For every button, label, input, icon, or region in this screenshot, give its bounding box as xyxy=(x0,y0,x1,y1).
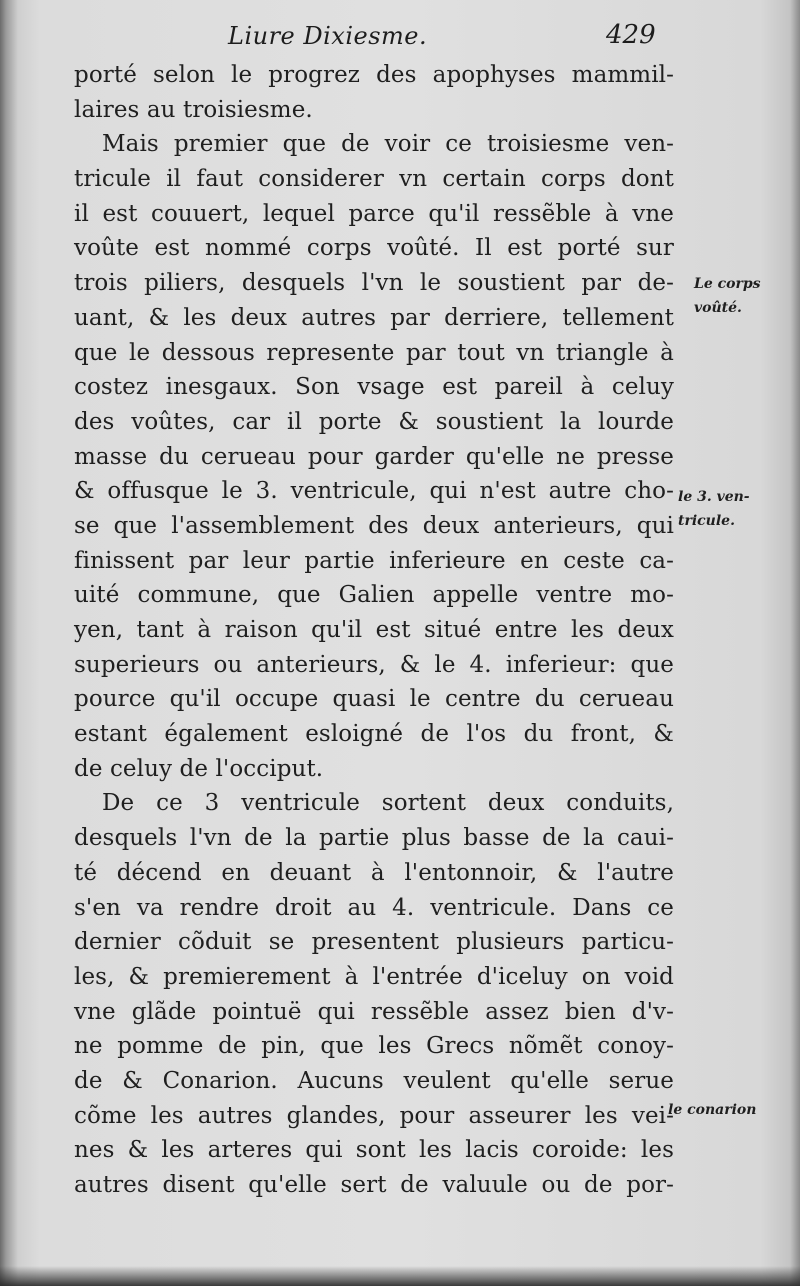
text-line: & offusque le 3. ventricule, qui n'est autre cho- xyxy=(74,478,674,505)
text-line: uité commune, que Galien appelle ventre mo- xyxy=(74,582,674,609)
page-number: 429 xyxy=(606,20,656,50)
text-line: costez inesgaux. Son vsage est pareil à celuy xyxy=(74,374,674,401)
text-line: il est couuert, lequel parce qu'il ressẽble à vne xyxy=(74,200,674,227)
text-line: desquels l'vn de la partie plus basse de la caui- xyxy=(74,825,674,852)
text-line: pource qu'il occupe quasi le centre du cerueau xyxy=(74,686,674,713)
text-line: nes & les arteres qui sont les lacis coroide: les xyxy=(74,1137,674,1164)
text-line: finissent par leur partie inferieure en ceste ca- xyxy=(74,547,674,574)
margin-note-line: tricule. xyxy=(678,513,735,529)
text-line: des voûtes, car il porte & soustient la lourde xyxy=(74,408,674,435)
margin-note-line: voûté. xyxy=(694,300,742,316)
margin-note-conarion xyxy=(668,1098,756,1122)
text-line: masse du cerueau pour garder qu'elle ne presse xyxy=(74,443,674,470)
running-title: Liure Dixiesme. xyxy=(228,22,428,50)
margin-note-line: Le corps xyxy=(694,276,761,292)
text-line: ne pomme de pin, que les Grecs nõmẽt conoy- xyxy=(74,1033,674,1060)
text-line: estant également esloigné de l'os du front, & xyxy=(74,721,674,748)
text-line: de & Conarion. Aucuns veulent qu'elle serue xyxy=(74,1067,674,1094)
text-line: trois piliers, desquels l'vn le soustient par de- xyxy=(74,270,674,297)
text-line: Mais premier que de voir ce troisiesme ven- xyxy=(102,131,674,158)
text-line: té décend en deuant à l'entonnoir, & l'autre xyxy=(74,859,674,886)
text-line: que le dessous represente par tout vn triangle à xyxy=(74,339,674,366)
text-line: laires au troisiesme. xyxy=(74,96,313,123)
text-line: vne glãde pointuë qui ressẽble assez bien d'v- xyxy=(74,998,674,1025)
text-line: porté selon le progrez des apophyses mammil- xyxy=(74,62,674,88)
text-line: tricule il faut considerer vn certain corps dont xyxy=(74,166,674,193)
text-line: dernier cõduit se presentent plusieurs particu- xyxy=(74,929,674,956)
text-line: superieurs ou anterieurs, & le 4. inferieur: que xyxy=(74,651,674,678)
text-line: se que l'assemblement des deux anterieurs, qui xyxy=(74,512,674,539)
text-line: les, & premierement à l'entrée d'iceluy on void xyxy=(74,963,674,990)
text-line: uant, & les deux autres par derriere, tellement xyxy=(74,304,674,331)
text-line: cõme les autres glandes, pour asseurer les vei- xyxy=(74,1102,674,1129)
text-line: s'en va rendre droit au 4. ventricule. Dans ce xyxy=(74,894,674,921)
text-line: de celuy de l'occiput. xyxy=(74,755,324,782)
text-line: De ce 3 ventricule sortent deux conduits, xyxy=(102,790,674,817)
margin-note-line: le conarion xyxy=(668,1102,757,1118)
text-line: yen, tant à raison qu'il est situé entre les deux xyxy=(74,617,674,643)
margin-note-troisieme-ventricule xyxy=(678,485,750,533)
margin-note-line: le 3. ven- xyxy=(678,489,750,505)
text-line: autres disent qu'elle sert de valuule ou de por- xyxy=(74,1172,674,1198)
margin-note-corps-voute xyxy=(694,272,761,320)
text-line: voûte est nommé corps voûté. Il est porté sur xyxy=(74,235,674,262)
body-text xyxy=(74,58,674,1203)
